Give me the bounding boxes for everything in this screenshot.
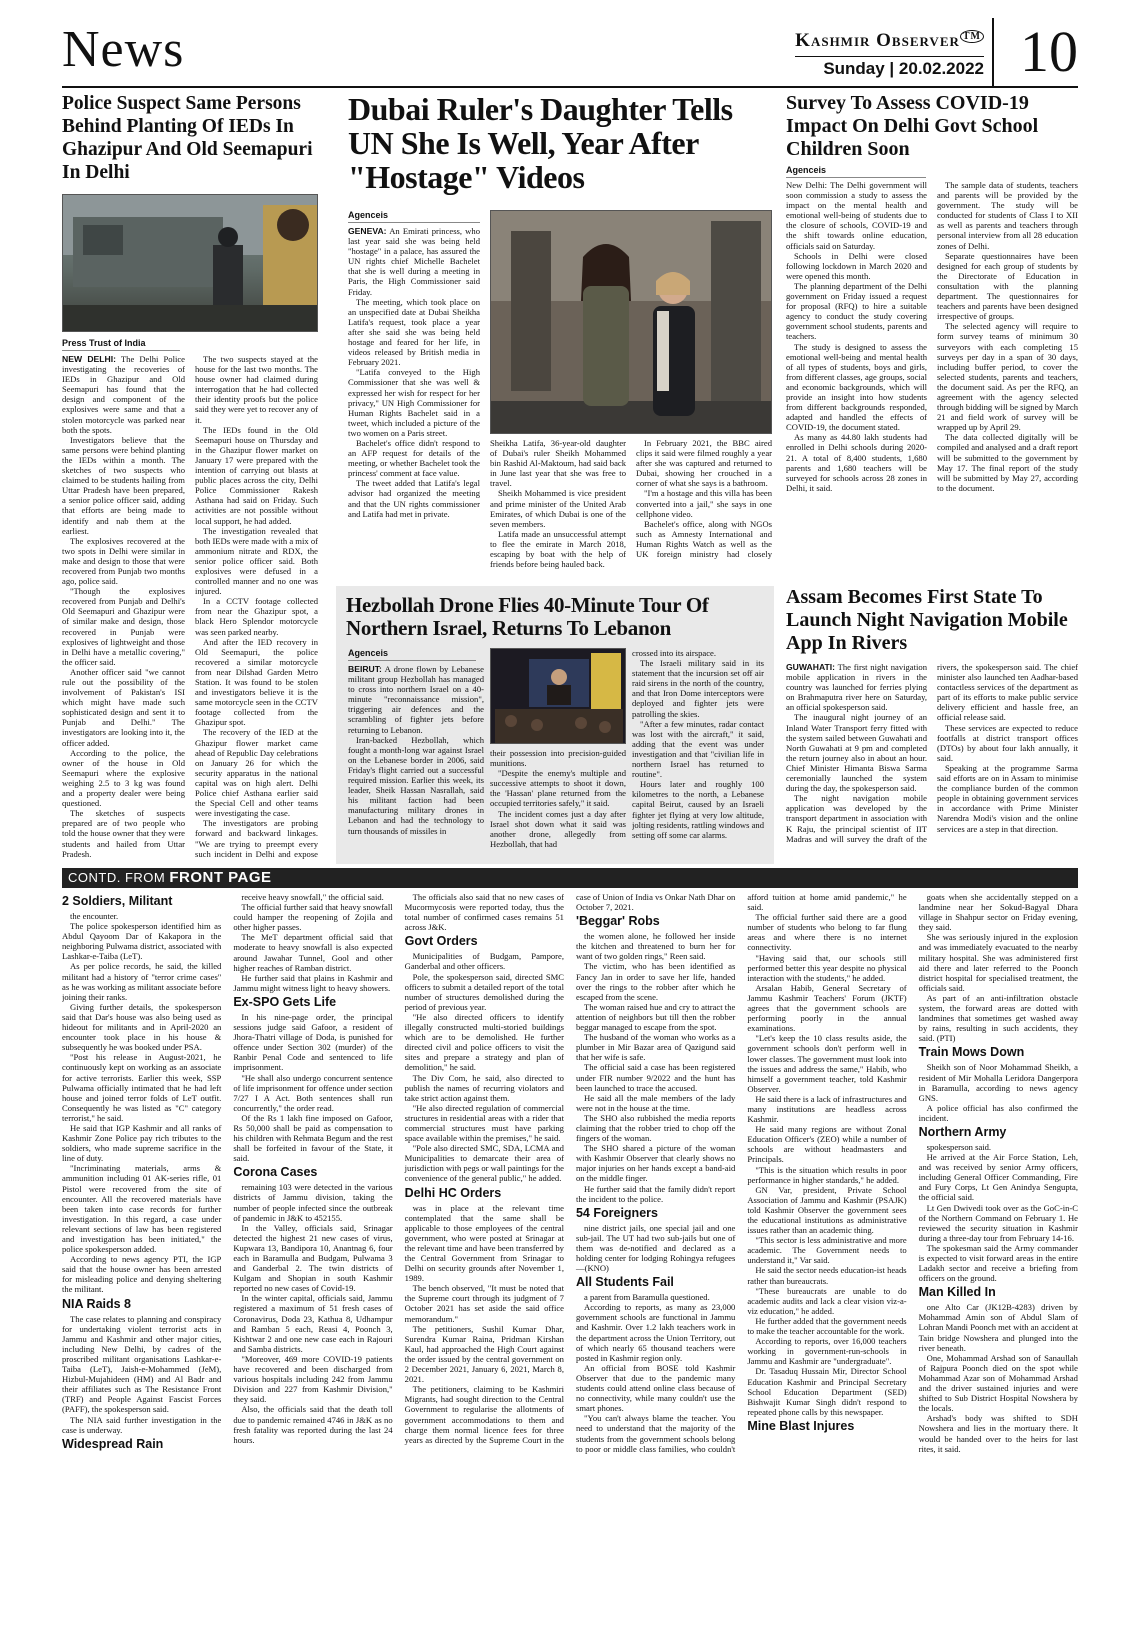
- paragraph: He said the sector needs education-ist heads rather than bureaucrats.: [747, 1265, 907, 1286]
- lead-text: An Emirati princess, who last year said she was being held "hostage" in a palace, has assured the UN rights chief Michelle Bachelet that she is well during a meeting in Paris, the High Commissioner said Friday.: [348, 226, 480, 297]
- headline: Police Suspect Same Persons Behind Planting Of IEDs In Ghazipur And Old Seemapuri In Delhi: [62, 93, 313, 183]
- paragraph: According to news agency PTI, the IGP said that the house owner has been arrested for misleading police and denying sheltering the militant.: [62, 1254, 222, 1295]
- paragraph: one Alto Car (JK12B-4283) driven by Mohammad Amin son of Abdul Slam of Lohran Mandi Poonch met with an accident at Tain bridge Nowshera and plunged into the river beneath.: [918, 1302, 1078, 1353]
- paragraph: "Though the explosives recovered from Punjab and Delhi's Old Seemapuri and Ghazipur were of similar make and design, those recovered in Punjab were explosives of lightweight and those in Delhi have a metallic covering," the officer said.: [62, 586, 185, 667]
- byline: Agenceis: [786, 165, 926, 178]
- article-police-ieds: [62, 92, 318, 862]
- story-subhead: 54 Foreigners: [575, 1205, 658, 1220]
- paragraph: The husband of the woman who works as a plumber in Mir Bazar area of Qazigund said that her wife is safe.: [575, 1032, 736, 1063]
- paragraph: "These bureaucrats are unable to do academic audits and lack a clear vision viz-a-viz education," he added.: [747, 1285, 907, 1316]
- paragraph: nine district jails, one special jail and one sub-jail. The UT had two sub-jails but one of them was de-notified and declared as a holding center for lodging Rohingya refugees—(KNO): [575, 1222, 736, 1274]
- lead-text: A drone flown by Lebanese militant group Hezbollah has managed to cross into northern Israel on a 40-minute "reconnaissance mission", triggering air defences and the scrambling of fighter jets before returning to Lebanon.: [348, 664, 484, 735]
- paragraph: The spokesman said the Army commander is expected to visit forward areas in the entire Ladakh sector and receive a briefing from officers on the ground.: [918, 1242, 1078, 1284]
- paragraph: As per police records, he said, the killed militant had a history of "terror crime cases" as he was working as militant associate before joining their ranks.: [62, 961, 222, 1002]
- paragraph: New Delhi: The Delhi government will soon commission a study to assess the impact on the mental health and emotional well-being of students due to the closure of schools, COVID-19 and the shift towards online education, officials said on Saturday.: [786, 180, 927, 251]
- paragraph: He said that IGP Kashmir and all ranks of Kashmir Zone Police pay rich tributes to the soldiers, who made supreme sacrifice in the line of duty.: [62, 1122, 222, 1164]
- paragraph: "Let's keep the 10 class results aside, the government schools don't perform well in lower classes. The government must look into the issues and address the same," Habib, who himself a government teacher, told Kashmir Observer.: [747, 1033, 907, 1094]
- paragraph: "You can't always blame the teacher. You need to understand that the majority of the students from the government schools belong to poor or middle class families, who couldn't afford tuition at home amid pandemic," he said.: [575, 892, 907, 1454]
- paragraph: Sheikh Mohammed is vice president and prime minister of the United Arab Emirates, of which Dubai is one of the seven members.: [490, 488, 626, 529]
- story-subhead: Widespread Rain: [62, 1436, 164, 1451]
- paragraph: In February 2021, the BBC aired clips it said were filmed roughly a year after she was captured and returned to Dubai, showing her crouched in a corner of what she says is a bathroom.: [636, 438, 772, 489]
- paragraph: The night navigation mobile application was developed by the transport department in association with K Raju, the principal scientist of IIT Madras and will survey the draft of the rivers, the spokesperson said. The chief minister also launched ten Aadhar-based contactless services of the department as part of its efforts to make public service delivery efficient and hassle free, an official release said.: [786, 662, 1078, 844]
- paragraph: He said all the male members of the lady were not in the house at the time.: [575, 1092, 736, 1113]
- section-title: News: [62, 21, 185, 78]
- paragraph: The explosives recovered at the two spots in Delhi were similar in make and design to those that were recovered from Punjab two months ago, police said.: [62, 535, 185, 587]
- paragraph: The IEDs found in the Old Seemapuri house on Thursday and in the Ghazipur flower market on January 17 were prepared with the intention of carrying out blasts at public places across the city, Delhi Police Commissioner Rakesh Asthana had said on Friday. Such activities are not possible without local support, he had added.: [195, 424, 318, 526]
- paragraph: remaining 103 were detected in the various districts of Jammu division, taking the number of people infected since the outbreak of pandemic in J&K to 452155.: [233, 1182, 393, 1223]
- paragraph: He further said that the family didn't report the incident to the police.: [575, 1183, 736, 1204]
- article-body: [786, 180, 1078, 576]
- paragraph: GN Var, president, Private School Association of Jammu and Kashmir (PSAJK) told Kashmir Observer the government sees the educational institutions as administrative issues rather than an academic thing.: [747, 1184, 907, 1236]
- article-body: [62, 354, 318, 860]
- paragraph: The Israeli military said in its statement that the incursion set off air raid sirens in the north of the country, and that Iron Dome interceptors were deployed and fighter jets were patrolling the skies.: [632, 658, 764, 719]
- paragraph: The inaugural night journey of an Inland Water Transport ferry fitted with the system sailed between Guwahati and North Guwahati at 9 pm and completed the return journey also in about an hour. Chief Minister Himanta Biswa Sarma ceremonially launched the system during the day, the spokesperson said.: [786, 712, 927, 794]
- paragraph: their possession into precision-guided munitions.: [490, 748, 626, 769]
- continued-label: CONTD. FROM: [68, 870, 166, 885]
- paragraph: The tweet added that Latifa's legal advisor had organized the meeting and that the UN rights commissioner and Latifa had met in private.: [348, 478, 480, 519]
- paragraph: He further added that the government needs to make the teacher accountable for the work.: [747, 1315, 907, 1337]
- paragraph: Speaking at the programme Sarma said efforts are on in Assam to minimise the compliance burden of the common people in obtaining government services in accordance with Prime Minister Narendra Modi's vision and the online services are a step in that direction.: [937, 762, 1078, 834]
- paragraph: Investigators believe that the same persons were behind planting the IEDs within a month. The sketches of two suspects who claimed to be students hailing from Uttar Pradesh have been prepared, a senior police officer said, adding that efforts are being made to identify and nab them at the earliest.: [62, 434, 185, 536]
- story-subhead: Govt Orders: [404, 934, 478, 949]
- paragraph: A police official has also confirmed the incident.: [918, 1102, 1078, 1123]
- paragraph: Pole, the spokesperson said, directed SMC officers to submit a detailed report of the total number of structures demolished during the period of previous year.: [404, 971, 564, 1012]
- byline: Agenceis: [348, 210, 480, 223]
- paragraph: Municipalities of Budgam, Pampore, Ganderbal and other officers.: [404, 951, 564, 972]
- paragraph: Arshad's body was shifted to SDH Nowshera and lies in the mortuary there. It would be handed over to the heirs for last rites, it said.: [918, 1413, 1078, 1454]
- paragraph: "He also directed regulation of commercial structures in residential areas with a rider that commercial structures must have parking space available within the premises," he said.: [404, 1102, 564, 1144]
- article-body-column: [348, 226, 480, 578]
- paragraph: a parent from Baramulla questioned.: [583, 1292, 710, 1303]
- paragraph: the women alone, he followed her inside the kitchen and threatened to burn her for want of two golden rings," Reen said.: [575, 931, 736, 962]
- paragraph: Also, the officials said that the death toll due to pandemic remained 4746 in J&K as no fresh fatality was reported during the last 24 hours.: [233, 1404, 393, 1445]
- paragraph: Iran-backed Hezbollah, which fought a month-long war against Israel on the Lebanese border in 2006, said Friday's flight carried out a successful required mission. Earlier this week, its leader, Sheik Hassan Nasrallah, said his militant faction had been manufacturing military drones in Lebanon and had the technology to turn thousands of missiles in: [348, 734, 484, 836]
- paragraph: "He shall also undergo concurrent sentence of life imprisonment for offence under section 7/27 I A Act. Both sentences shall run concurrently," the order read.: [233, 1072, 393, 1113]
- article-dubai-princess: [348, 92, 772, 580]
- paragraph: The SHO also rubbished the media reports claiming that the robber tried to chop off the fingers of the woman.: [575, 1112, 736, 1144]
- continued-banner: [62, 868, 1078, 888]
- paragraph: These services are expected to reduce footfalls at district transport offices (DTOs) by about four lakh annually, it said.: [937, 722, 1078, 763]
- paragraph: was in place at the relevant time contemplated that the same shall be applicable to those employees of the central government, who were posted at Srinagar at the relevant time and have been transferred by the Central Government from Srinagar to Delhi on security grounds after November 1, 1989.: [404, 1202, 564, 1284]
- article-body-column: [490, 748, 626, 860]
- continued-stories: [62, 892, 1078, 1614]
- article-body: [786, 662, 1078, 860]
- paragraph: "This is the situation which results in poor performance in higher standards," he added.: [747, 1164, 907, 1185]
- dateline: GUWAHATI:: [786, 662, 836, 672]
- paragraph: "Incriminating materials, arms & ammunition including 01 AK-series rifle, 01 Pistol were recovered from the site of encounter. All the recovered materials have been taken into case records for further investigation. In this regard, a case under relevant sections of law has been registered and investigation has been initiated," the police spokesperson added.: [62, 1163, 222, 1255]
- paragraph: In the winter capital, officials said, Jammu registered a maximum of 51 fresh cases of Coronavirus, Doda 23, Kathua 8, Udhampur and Ramban 5 each, Reasi 4, Poonch 3, Kishtwar 2 and one new case each in Rajouri and Samba districts.: [233, 1293, 393, 1354]
- dateline: NEW DELHI:: [62, 354, 116, 364]
- paragraph: The NIA said further investigation in the case is underway.: [62, 1414, 222, 1435]
- headline: Hezbollah Drone Flies 40-Minute Tour Of Northern Israel, Returns To Lebanon: [346, 593, 709, 640]
- paragraph: Schools in Delhi were closed following lockdown in March 2020 and were opened this month.: [786, 250, 927, 281]
- paragraph: As many as 44.80 lakh students had enrolled in Delhi schools during 2020-21. A total of 8,400 students, 1,680 parents and 1,680 teachers will be surveyed for schools across 28 zones in Delhi, it said.: [786, 432, 927, 493]
- paragraph: And after the IED recovery in Old Seemapuri, the police recovered a similar motorcycle from near Dilshad Garden Metro Station. It was found to be stolen and investigators believe it is the same motorcycle seen in the CCTV footage collected from the Ghazipur spot.: [195, 636, 318, 728]
- paragraph: One, Mohammad Arshad son of Sanaullah of Rajpura Poonch died on the spot while Mohammad Azar son of Mohammad Arshad and the driver sustained injuries and were shifted to Sub District Hospital Nowshera by the locals.: [918, 1352, 1078, 1414]
- paragraph: "This sector is less administrative and more academic. The Government needs to understand it," Var said.: [747, 1235, 907, 1266]
- paragraph: The Div Com, he said, also directed to publish the names of recurring violators and take strict action against them.: [404, 1072, 564, 1103]
- dateline: GENEVA:: [348, 226, 387, 236]
- paragraph: The petitioners, claiming to be Kashmiri Migrants, had sought direction to the Central Government to regularise the allotments of government accommodations to them and charge them normal licence fees for three years as directed by the Supreme Court in the case of Union of India vs Onkar Nath Dhar on October 7, 2021.: [404, 892, 736, 1445]
- paragraph: He said many regions are without Zonal Education Officer's (ZEO) while a number of schools are without headmasters and Principals.: [747, 1124, 907, 1165]
- paragraph: In the Valley, officials said, Srinagar detected the highest 21 new cases of virus, Kupwara 13, Bandipora 10, Anantnag 6, four each in Baramulla and Budgam, Pulwama 3 and Ganderbal 2. The twin districts of Kulgam and Shopian in south Kashmir reported no new cases of Covid-19.: [233, 1222, 393, 1294]
- paragraph: The data collected digitally will be compiled and analysed and a draft report will be submitted to the government by May 17. The final report of the study will be submitted by May 27, according to the document.: [937, 432, 1078, 493]
- story-subhead: 2 Soldiers, Militant: [62, 894, 173, 908]
- story-subhead: 'Beggar' Robs: [575, 914, 660, 929]
- paragraph: "Moreover, 469 more COVID-19 patients have recovered and been discharged from various hospitals including 242 from Jammu Division and 227 from Kashmir Division," they said.: [233, 1353, 393, 1405]
- byline: Agenceis: [348, 648, 476, 661]
- paragraph: The investigation revealed that both IEDs were made with a mix of ammonium nitrate and RDX, the senior police officer said. Both explosives were defused in a controlled manner and no one was injured.: [195, 525, 318, 597]
- dateline: BEIRUT:: [348, 664, 382, 674]
- speech-screen-illustration: [491, 649, 626, 744]
- paragraph: The petitioners, Sushil Kumar Dhar, Surendra Kumar Raina, Pridman Kirshan Kaul, had approached the High Court against the order issued by the central government on 2 December 2021, January 6, 2021, March 8, 2021.: [404, 1323, 564, 1385]
- paragraph: According to reports, over 16,000 teachers working in government-run-schools in Jammu and Kashmir are "undergraduate".: [747, 1336, 907, 1367]
- paragraph: An official from BOSE told Kashmir Observer that due to the pandemic many students could attend online class because of no connectivity, while many couldn't use the smart phones.: [575, 1362, 736, 1414]
- paragraph: The sample data of students, teachers and parents will be provided by the government. The study will be conducted for students of Class I to XII as well as parents and teachers through personal interview from all 28 education zones of Delhi.: [937, 180, 1078, 251]
- paragraph: The meeting, which took place on an unspecified date at Dubai Sheikha Latifa's request, took place a year after she said she was being held hostage and feared for her life, in videos released by British media in February 2021.: [348, 296, 480, 368]
- continued-label-bold: FRONT PAGE: [169, 869, 272, 886]
- paragraph: Of the Rs 1 lakh fine imposed on Gafoor, Rs 50,000 shall be paid as compensation to his children with Rehmata Begum and the rest shall be forfeited in favour of the State, it said.: [233, 1112, 393, 1164]
- masthead: [62, 16, 1078, 88]
- paragraph: Giving further details, the spokesperson said that Dar's house was also being used as hideout for militants and in April-2020 an encounter took place in his house & subsequently he was booked under PSA.: [62, 1001, 222, 1053]
- paragraph: The selected agency will require to form survey teams of minimum 30 surveyors with each completing 15 surveys per day in a span of 30 days, including buffer period, to cover the selected students, parents and teachers, the document said. As per the RFQ, an agreement with the agency selected through bidding will be signed by March 21 and field work of survey will be wrapped up by April 29.: [937, 321, 1078, 433]
- paragraph: "Latifa conveyed to the High Commissioner that she was well & expressed her wish for respect for her privacy," UN High Commissioner for Human Rights Bachelet said in a tweet, which included a picture of the two women on a Paris street.: [348, 367, 480, 438]
- paragraph: spokesperson said.: [926, 1141, 992, 1152]
- police-scene-illustration: [63, 195, 318, 332]
- paragraph: In a CCTV footage collected from near the Ghazipur spot, a black Hero Splendor motorcycle was seen parked nearby.: [195, 596, 318, 637]
- lead-paragraph: [62, 354, 185, 435]
- paragraph: The two suspects stayed at the house for the last two months. The house owner had claimed during interrogation that he had collected their identity proofs but the police said they were yet to recover any of it.: [195, 354, 318, 425]
- paragraph: "Post his release in August-2021, he continuously kept on working as an associate for active terrorists. Earlier this week, SSP Pulwama officially intimated that he had left house and joined terror folds of LeT outfit. Consequently he was listed as "C" category terrorist," he said.: [62, 1052, 222, 1123]
- paragraph: He arrived at the Air Force Station, Leh, and was received by senior Army officers, including General Officer Commanding, Fire and Fury Corps, Lt Gen Anindya Sengupta, the official said.: [918, 1152, 1078, 1203]
- issue-date: Sunday | 20.02.2022: [795, 56, 984, 79]
- paragraph: "He also directed officers to identify illegally constructed multi-storied buildings which are to be demolished. He further directed civil and police officers to visit the sites and prepare a strategy and plan of demolition," he said.: [404, 1011, 564, 1073]
- paragraph: The MeT department official said that moderate to heavy snowfall is also expected around Jawahar Tunnel, Gool and other higher reaches of Ramban district.: [233, 932, 393, 973]
- story-subhead: Man Killed In: [918, 1285, 996, 1300]
- paragraph: "After a few minutes, radar contact was lost with the aircraft," it said, adding that the event was under investigation and that "civilian life in northern Israel has returned to routine".: [632, 718, 764, 780]
- paragraph: According to reports, as many as 23,000 government schools are functional in Jammu and Kashmir. Over 1.2 lakh teachers work in the department across the Union Territory, out of which nearly 65 thousand teachers were posted in Kashmir region only.: [575, 1302, 736, 1363]
- paragraph: The woman raised hue and cry to attract the attention of neighbors but till then the robber beggar managed to escape from the spot.: [575, 1001, 736, 1033]
- paragraph: crossed into its airspace.: [632, 648, 717, 658]
- paragraph: Dr. Tasaduq Hussain Mir, Director School Education Kashmir and Principal Secretary School Education Department (SED) Bishwajit Kumar Singh didn't respond to repeated phone calls by this newspaper.: [747, 1366, 907, 1417]
- lead-text: The Delhi Police investigating the recoveries of IEDs in Ghazipur and Old Seemapuri has found that the design and component of the explosives were same and that a stolen motorcycle was parked near both the spots.: [62, 354, 185, 435]
- paragraph: The official further said there are a good number of students who belong to far flung areas and where there is no internet connectivity.: [747, 912, 907, 953]
- paragraph: "I'm a hostage and this villa has been converted into a jail," she says in one cellphone video.: [636, 488, 772, 519]
- article-body-columns: [490, 438, 772, 578]
- paragraph: the encounter.: [70, 911, 119, 921]
- article-photo: [62, 194, 318, 332]
- paragraph: Bachelet's office, along with NGOs such as Amnesty International and Human Rights Watch as well as the UK foreign ministry had closely: [636, 518, 772, 560]
- newspaper-logo: [795, 30, 984, 52]
- paragraph: Separate questionnaires have been designed for each group of students by the Directorate of Education in consultation with the planning department. The questionnaires for teachers and parents have been designed irrespective of groups.: [937, 250, 1078, 322]
- story-subhead: All Students Fail: [575, 1275, 674, 1290]
- article-assam-navigation: [786, 586, 1078, 862]
- lead-paragraph: [348, 664, 484, 735]
- paragraph: The planning department of the Delhi government on Friday issued a request for proposal (RFQ) to hire a suitable agency to conduct the study covering government school students, parents and teachers.: [786, 280, 927, 342]
- paragraph: receive heavy snowfall," the official said.: [241, 892, 384, 902]
- page-number: 10: [992, 18, 1078, 86]
- story-subhead: Corona Cases: [233, 1165, 318, 1180]
- paragraph: Another officer said "we cannot rule out the possibility of the involvement of Pakistan's ISI which might have made such sophisticated design and sent it to Punjab and Delhi." The investigators are looking into it, the officer added.: [62, 666, 185, 748]
- paragraph: "Having said that, our schools still performed better this year despite no physical interaction with the students," he added.: [747, 952, 907, 983]
- article-photo: [490, 210, 772, 434]
- paragraph: Sheikh son of Noor Mohammad Sheikh, a resident of Mir Mohalla Leridora Dangerpora in Baramulla, according to news agency GNS.: [918, 1062, 1078, 1103]
- paragraph: Arsalan Habib, General Secretary of Jammu Kashmir Teachers' Forum (JKTF) agrees that the government schools are performing poorly in the annual examinations.: [747, 982, 907, 1034]
- paragraph: Lt Gen Dwivedi took over as the GoC-in-C of the Northern Command on February 1. He reviewed the security situation in Kashmir during a three-day tour from February 14-16.: [918, 1202, 1078, 1243]
- paragraph: The bench observed, "It must be noted that the Supreme court through its judgment of 7 October 2021 has set aside the said office memorandum.": [404, 1283, 564, 1324]
- paragraph: Bachelet's office didn't respond to an AFP request for details of the meeting, or whether Bachelet took the princess' comment at face value.: [348, 437, 480, 479]
- story-subhead: Northern Army: [918, 1124, 1007, 1139]
- paragraph: The investigators are probing forward and backward linkages. "We are trying to preempt every such incident in Delhi and expose: [195, 818, 318, 859]
- paragraph: The study is designed to assess the emotional well-being and mental health of all types of students, boys and girls, from different classes, age groups, social and economic backgrounds, which will provide an insight into how students from different backgrounds responded, adapted and handled the effects of COVID-19, the document stated.: [786, 341, 927, 433]
- article-photo: [490, 648, 626, 744]
- paragraph: He said there is a lack of infrastructures and many institutions are headless across Kashmir.: [747, 1093, 907, 1125]
- paragraph: The official said a case has been registered under FIR number 9/2022 and the hunt has been launched to trace the accused.: [575, 1062, 736, 1093]
- paragraph: Sheikha Latifa, 36-year-old daughter of Dubai's ruler Sheikh Mohammed bin Rashid Al-Maktoum, had said back in June last year that she was free to travel.: [490, 438, 626, 489]
- paragraph: goats when she accidentally stepped on a landmine near her Sokud-Bagyal Dhara village in Shahpur sector on Friday evening, they said.: [918, 892, 1078, 933]
- headline: Assam Becomes First State To Launch Night Navigation Mobile App In Rivers: [786, 586, 1068, 654]
- article-covid-survey: [786, 92, 1078, 578]
- two-women-photo-illustration: [491, 211, 772, 434]
- article-body-column: [632, 648, 764, 860]
- paragraph: The police spokesperson identified him as Abdul Qayoom Dar of Kakapora in the neighboring Pulwama district, associated with Lashkar-e-Taiba (LeT).: [62, 921, 222, 962]
- paragraph: As part of an anti-infiltration obstacle system, the forward areas are dotted with landmines that sometimes get washed away by rains, resulting in such accidents, they said. (PTI): [918, 992, 1078, 1044]
- story-subhead: Train Mows Down: [918, 1045, 1025, 1060]
- paragraph: The incident comes just a day after Israel shot down what it said was another drone, allegedly from Hezbollah, that had: [490, 808, 626, 849]
- paragraph: The sketches of suspects prepared are of two people who told the house owner that they were students and hailed from Uttar Pradesh.: [62, 808, 185, 859]
- paragraph: He further said that plains in Kashmir and Jammu might witness light to heavy showers.: [233, 972, 393, 993]
- trademark-mark: TM: [960, 30, 984, 43]
- story-subhead: Ex-SPO Gets Life: [233, 994, 337, 1009]
- story-subhead: Mine Blast Injures: [747, 1418, 855, 1433]
- paragraph: "Despite the enemy's multiple and successive attempts to shoot it down, the 'Hassan' plane returned from the occupied territories safely," it said.: [490, 768, 626, 809]
- paragraph: According to the police, the owner of the house in Old Seemapuri where the explosive weighing 2.5 to 3 kg was found and a property dealer were being questioned.: [62, 747, 185, 809]
- paragraph: The official further said that heavy snowfall could hamper the reopening of Zojila and other higher passes.: [233, 902, 393, 933]
- paragraph: The recovery of the IED at the Ghazipur flower market came ahead of Republic Day celebrations on January 26 for which the security apparatus in the national capital was on high alert. Delhi Police chief Asthana earlier said the Special Cell and other teams were investigating the case.: [195, 727, 318, 819]
- byline: Press Trust of India: [62, 338, 180, 351]
- paragraph: Latifa made an unsuccessful attempt to flee the emirate in March 2018, escaping by boat with the help of friends before being hauled back.: [490, 528, 626, 570]
- story-subhead: Delhi HC Orders: [404, 1185, 502, 1200]
- paragraph: The case relates to planning and conspiracy for undertaking violent terrorist acts in Jammu and Kashmir and other major cities, including New Delhi, by cadres of the proscribed militant organisations Lashkar-e-Taiba (LeT), Jaish-e-Mohammed (JeM), Hizbul-Mujahideen (HM) and Al Badr and their affiliates such as The Resistance Front (TRF) and People Against Fascist Forces (PAFF), the spokesperson said.: [62, 1313, 222, 1415]
- article-hezbollah-drone: [336, 586, 774, 864]
- paragraph: "Pole also directed SMC, SDA, LCMA and Municipalities to demarcate their area of jurisdiction with pegs or wall paintings for the convenience of the general public," he added.: [404, 1143, 564, 1184]
- brand-block: [795, 30, 984, 79]
- paragraph: In his nine-page order, the principal sessions judge said Gafoor, a resident of Jhora-Thatri village of Doda, is punished for offence under Section 302 (murder) of the Ranbir Penal Code and sentenced to life imprisonment.: [233, 1011, 393, 1073]
- story-subhead: NIA Raids 8: [62, 1296, 132, 1311]
- lead-text: The first night navigation mobile application in rivers in the country was launched for ferries plying on Brahmaputra river here on Saturday, an official spokesperson said.: [786, 662, 927, 713]
- brand-name: Kashmir Observer: [795, 30, 960, 51]
- paragraph: Hours later and roughly 100 kilometres to the north, a Lebanese capital Beirut, caused by an Israeli fighter jet flying at very low altitude, jolting residents, rattling windows and setting off some car alarms.: [632, 779, 764, 840]
- lead-paragraph: [786, 662, 927, 712]
- article-body-column: [348, 664, 484, 860]
- lead-paragraph: [348, 226, 480, 297]
- paragraph: The officials also said that no new cases of Mucormycosis were reported today, thus the total number of confirmed cases remains 51 across J&K.: [404, 892, 564, 933]
- paragraph: She was seriously injured in the explosion and was immediately evacuated to the nearby military hospital. She was administered first aid there and later referred to the Poonch district hospital for specialised treatment, the officials said.: [918, 932, 1078, 993]
- headline: Dubai Ruler's Daughter Tells UN She Is Well, Year After "Hostage" Videos: [348, 91, 733, 195]
- paragraph: The victim, who has been identified as Fancy Jan in order to save her life, handed over the rings to the robber after which he escaped from the scene.: [575, 961, 736, 1002]
- paragraph: The SHO shared a picture of the woman with Kashmir Observer that clearly shows no major injuries on her hands except a band-aid on the middle finger.: [575, 1143, 736, 1184]
- headline: Survey To Assess COVID-19 Impact On Delhi Govt School Children Soon: [786, 92, 1039, 160]
